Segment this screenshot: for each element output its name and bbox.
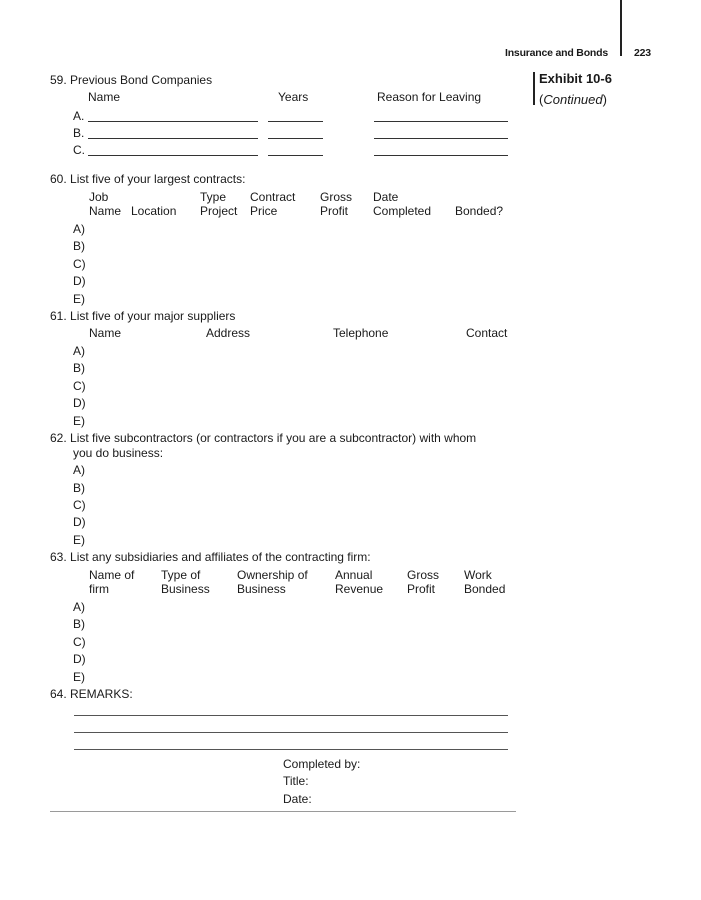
q60-header-profit: Profit — [320, 204, 349, 218]
q59-row-a-reason-field[interactable] — [374, 121, 508, 122]
q59-row-c-reason-field[interactable] — [374, 155, 508, 156]
q60-header-type: Type — [200, 190, 227, 204]
q63-question: 63. List any subsidiaries and affiliates of the contracting firm: — [50, 550, 371, 564]
q61-header-address: Address — [206, 326, 251, 340]
q62-row-label: A) — [73, 463, 85, 477]
q59-row-c-name-field[interactable] — [88, 155, 258, 156]
date-label: Date: — [283, 792, 312, 806]
q63-header-gross: Gross — [407, 568, 440, 582]
remarks-line-1[interactable] — [74, 715, 508, 716]
q59-col-name: Name — [88, 90, 121, 104]
q59-row-a-name-field[interactable] — [88, 121, 258, 122]
q63-row-label: B) — [73, 617, 85, 631]
q63-header-type-of: Type of — [161, 568, 201, 582]
exhibit-subtitle: (Continued) — [539, 92, 607, 107]
exhibit-marker-rule — [533, 72, 535, 105]
q60-row-label: D) — [73, 274, 86, 288]
q59-question: 59. Previous Bond Companies — [50, 73, 213, 87]
q59-row-c-years-field[interactable] — [268, 155, 323, 156]
q60-row-label: C) — [73, 257, 86, 271]
q63-header-business: Business — [161, 582, 210, 596]
q59-row-label: A. — [73, 109, 85, 123]
q61-row-label: D) — [73, 396, 86, 410]
q61-row-label: C) — [73, 379, 86, 393]
q59-row-b-reason-field[interactable] — [374, 138, 508, 139]
q63-header-profit: Profit — [407, 582, 436, 596]
q61-row-label: A) — [73, 344, 85, 358]
q63-header-bonded: Bonded — [464, 582, 506, 596]
q63-header-annual: Annual — [335, 568, 373, 582]
q62-row-label: E) — [73, 533, 85, 547]
remarks-line-3[interactable] — [74, 749, 508, 750]
q61-header-contact: Contact — [466, 326, 508, 340]
q59-col-years: Years — [278, 90, 309, 104]
q59-row-a-years-field[interactable] — [268, 121, 323, 122]
q60-header-project: Project — [200, 204, 238, 218]
q61-row-label: E) — [73, 414, 85, 428]
q63-row-label: A) — [73, 600, 85, 614]
bottom-rule — [50, 811, 516, 812]
q63-row-label: E) — [73, 670, 85, 684]
q63-row-label: D) — [73, 652, 86, 666]
q61-header-telephone: Telephone — [333, 326, 389, 340]
q63-header-firm: firm — [89, 582, 109, 596]
completed-by-label: Completed by: — [283, 757, 361, 771]
q61-question: 61. List five of your major suppliers — [50, 309, 236, 323]
q60-header-completed: Completed — [373, 204, 432, 218]
q60-question: 60. List five of your largest contracts: — [50, 172, 246, 186]
q60-header-gross: Gross — [320, 190, 353, 204]
page-number: 223 — [634, 47, 651, 59]
q63-header-ownership-of: Ownership of — [237, 568, 308, 582]
q60-header-location: Location — [131, 204, 177, 218]
q62-row-label: C) — [73, 498, 86, 512]
q60-header-bonded: Bonded? — [455, 204, 504, 218]
running-title: Insurance and Bonds — [505, 47, 608, 59]
q59-row-label: C. — [73, 143, 85, 157]
q60-row-label: A) — [73, 222, 85, 236]
q60-row-label: E) — [73, 292, 85, 306]
q59-row-label: B. — [73, 126, 85, 140]
q62-row-label: D) — [73, 515, 86, 529]
q60-header-name: Name — [89, 204, 122, 218]
q64-question: 64. REMARKS: — [50, 687, 133, 701]
q61-header-name: Name — [89, 326, 122, 340]
q61-row-label: B) — [73, 361, 85, 375]
header-vertical-rule — [620, 0, 622, 56]
q63-header-revenue: Revenue — [335, 582, 384, 596]
q60-header-price: Price — [250, 204, 278, 218]
remarks-line-2[interactable] — [74, 732, 508, 733]
q59-row-b-years-field[interactable] — [268, 138, 323, 139]
q60-row-label: B) — [73, 239, 85, 253]
q63-header-work: Work — [464, 568, 492, 582]
q60-header-contract: Contract — [250, 190, 296, 204]
q60-header-job: Job — [89, 190, 109, 204]
q59-col-reason: Reason for Leaving — [377, 90, 482, 104]
q63-row-label: C) — [73, 635, 86, 649]
q62-question-line1: 62. List five subcontractors (or contractors if you are a subcontractor) with whom — [50, 431, 477, 445]
q59-row-b-name-field[interactable] — [88, 138, 258, 139]
q62-row-label: B) — [73, 481, 85, 495]
q60-header-date: Date — [373, 190, 399, 204]
q63-header-business-2: Business — [237, 582, 286, 596]
q63-header-name-of: Name of — [89, 568, 135, 582]
q62-question-line2: you do business: — [73, 446, 164, 460]
exhibit-title: Exhibit 10-6 — [539, 71, 612, 86]
title-label: Title: — [283, 774, 309, 788]
